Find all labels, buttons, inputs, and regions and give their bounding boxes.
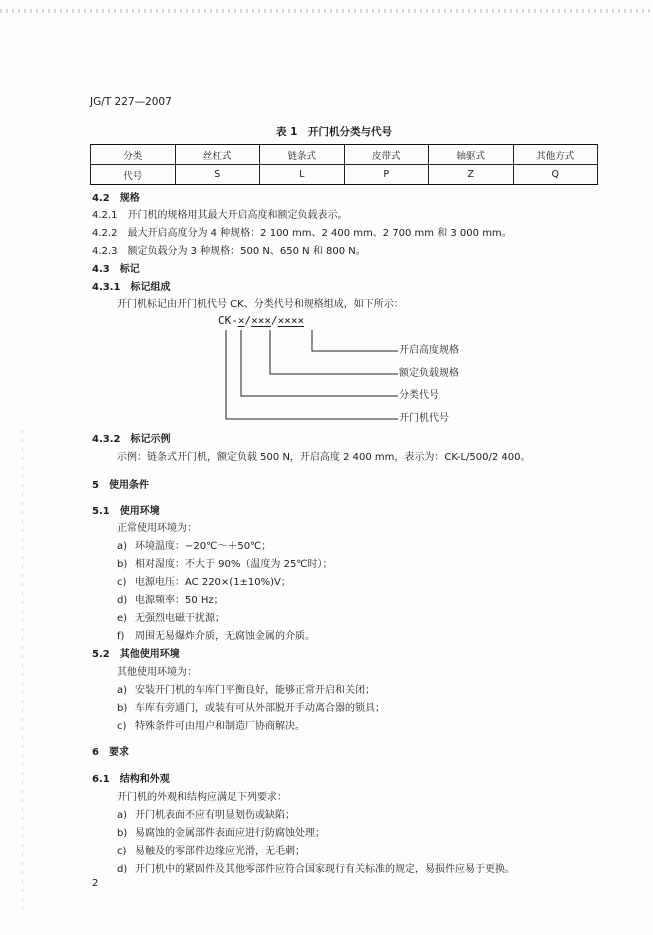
list-item-mark: d) [117, 595, 128, 606]
leader-line-classification [241, 330, 398, 396]
list-item-mark: e) [117, 613, 128, 624]
list-item: 无强烈电磁干扰源； [135, 613, 225, 624]
table-cell: Z [429, 165, 514, 185]
section-5-1-heading: 5.1 使用环境 [92, 506, 160, 517]
list-item: 电源频率：50 Hz； [135, 595, 224, 606]
table-cell: 皮带式 [344, 145, 429, 165]
list-item: 易触及的零部件边缘应光滑，无毛刺； [135, 846, 305, 857]
marking-example-text: 示例：链条式开门机，额定负载 500 N，开启高度 2 400 mm，表示为：CK-L/500/2 400。 [117, 452, 531, 463]
structure-intro: 开门机的外观和结构应满足下列要求： [117, 792, 287, 803]
list-item: 安装开门机的车库门平衡良好，能够正常开启和关闭； [135, 685, 375, 696]
list-item-mark: b) [117, 559, 128, 570]
list-item-mark: c) [117, 577, 127, 588]
list-item: 周围无易爆炸介质，无腐蚀金属的介质。 [135, 631, 315, 642]
section-6-1-heading: 6.1 结构和外观 [92, 774, 170, 785]
table-cell: Q [513, 165, 598, 185]
code-prefix: CK- [218, 314, 238, 327]
standard-code: JG/T 227—2007 [90, 96, 172, 108]
list-item: 开门机表面不应有明显划伤或缺陷； [135, 810, 295, 821]
clause-4-2-2: 4.2.2 最大开启高度分为 4 种规格：2 100 mm、2 400 mm、2 700 mm 和 3 000 mm。 [92, 228, 512, 239]
code-classification: × [237, 314, 245, 327]
table-cell: 链条式 [260, 145, 345, 165]
table-cell: 其他方式 [513, 145, 598, 165]
list-item-mark: a) [117, 810, 128, 821]
table-cell: 代号 [91, 165, 176, 185]
code-opening-height: ×××× [277, 314, 305, 327]
list-item: 开门机中的紧固件及其他零部件应符合国家现行有关标准的规定，易损件应易于更换。 [135, 864, 515, 875]
clause-4-2-1: 4.2.1 开门机的规格用其最大开启高度和额定负载表示。 [92, 210, 348, 221]
table-cell: L [260, 165, 345, 185]
table-cell: 丝杠式 [175, 145, 260, 165]
section-4-3-heading: 4.3 标记 [92, 264, 140, 275]
section-4-3-1-heading: 4.3.1 标记组成 [92, 282, 171, 293]
list-item: 车库有旁通门，或装有可从外部脱开手动离合器的锁具； [135, 703, 385, 714]
list-item-mark: a) [117, 541, 128, 552]
table-cell: S [175, 165, 260, 185]
section-4-2-heading: 4.2 规格 [92, 193, 140, 204]
table-cell: 轴驱式 [429, 145, 514, 165]
list-item-mark: d) [117, 864, 128, 875]
list-item: 相对湿度：不大于 90%（温度为 25℃时）； [135, 559, 333, 570]
section-5-2-heading: 5.2 其他使用环境 [92, 649, 180, 660]
table-cell: P [344, 165, 429, 185]
leader-line-opening-height [312, 330, 398, 351]
table-title: 表 1 开门机分类与代号 [276, 126, 392, 138]
list-item-mark: c) [117, 846, 127, 857]
list-item: 电源电压：AC 220×(1±10%)V； [135, 577, 291, 588]
section-4-3-2-heading: 4.3.2 标记示例 [92, 434, 171, 445]
list-item-mark: b) [117, 703, 128, 714]
list-item: 易腐蚀的金属部件表面应进行防腐蚀处理； [135, 828, 325, 839]
leader-line-rated-load [270, 330, 398, 374]
diagram-label-rated-load: 额定负载规格 [399, 368, 459, 379]
diagram-label-classification: 分类代号 [399, 390, 439, 401]
list-item-mark: b) [117, 828, 128, 839]
clause-4-2-3: 4.2.3 额定负载分为 3 种规格：500 N、650 N 和 800 N。 [92, 246, 366, 257]
code-rated-load: ××× [251, 314, 271, 327]
section-6-heading: 6 要求 [92, 747, 129, 758]
list-item: 环境温度：−20℃～＋50℃； [135, 541, 272, 552]
code-separator: / [244, 314, 252, 327]
table-cell: 分类 [91, 145, 176, 165]
diagram-label-opening-height: 开启高度规格 [399, 345, 459, 356]
marking-composition-text: 开门机标记由开门机代号 CK、分类代号和规格组成，如下所示： [117, 299, 404, 310]
page-number: 2 [92, 878, 99, 889]
env-intro: 正常使用环境为： [117, 523, 197, 534]
section-5-heading: 5 使用条件 [92, 480, 149, 491]
code-separator: / [271, 314, 278, 327]
list-item-mark: c) [117, 721, 127, 732]
other-env-intro: 其他使用环境为： [117, 667, 197, 678]
diagram-label-door-opener-code: 开门机代号 [399, 413, 449, 424]
list-item-mark: a) [117, 685, 128, 696]
list-item: 特殊条件可由用户和制造厂协商解决。 [135, 721, 305, 732]
list-item-mark: f) [117, 631, 125, 642]
